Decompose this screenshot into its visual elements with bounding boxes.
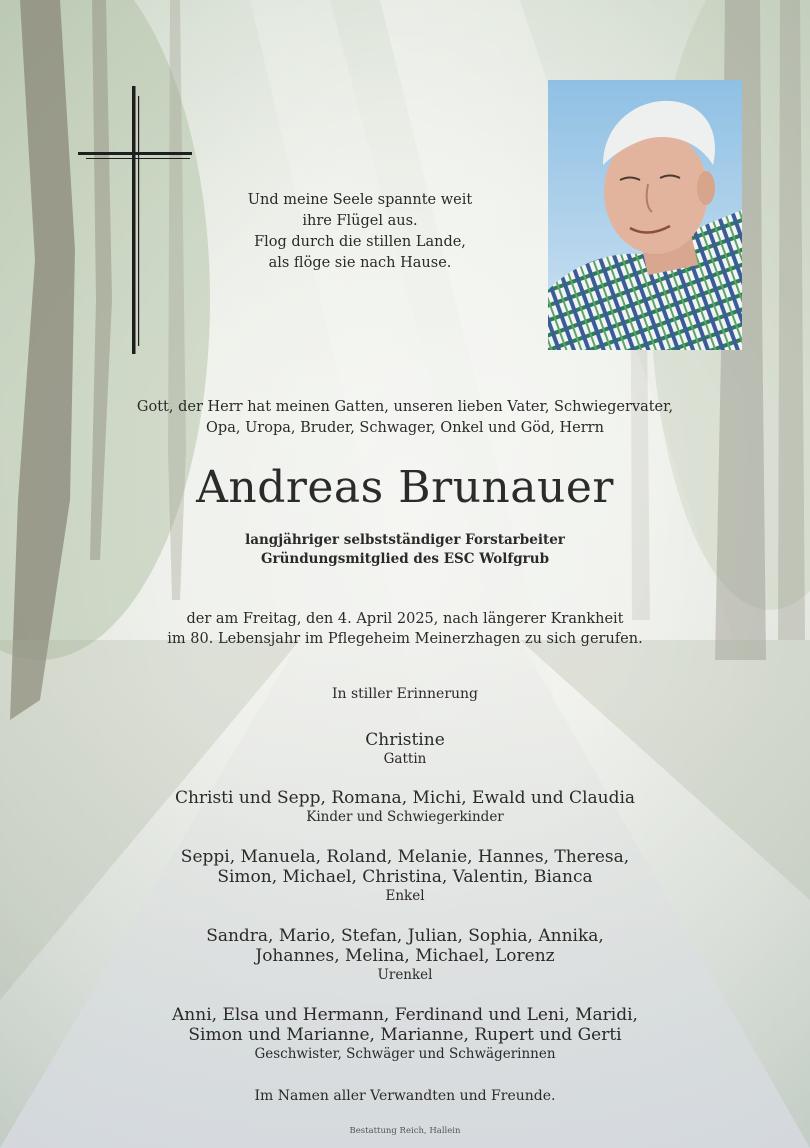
memorial-verse (200, 190, 520, 274)
death-notice (0, 609, 810, 649)
portrait-illustration (548, 80, 742, 350)
intro-line: Opa, Uropa, Bruder, Schwager, Onkel und Göd, Herrn (206, 420, 604, 436)
intro-text (0, 397, 810, 439)
funeral-home-credit: Bestattung Reich, Hallein (349, 1126, 461, 1136)
verse-line: Flog durch die stillen Lande, (254, 234, 466, 250)
mourner-names: Simon, Michael, Christina, Valentin, Bianca (217, 867, 593, 887)
role-line: langjähriger selbstständiger Forstarbeiter (245, 532, 565, 548)
mourner-names: Christine (365, 730, 445, 750)
death-line: der am Freitag, den 4. April 2025, nach längerer Krankheit (186, 611, 624, 627)
portrait-photo (548, 80, 742, 350)
verse-line: Und meine Seele spannte weit (247, 192, 473, 208)
mourner-relation: Gattin (383, 751, 427, 767)
mourner-group-children (0, 788, 810, 826)
verse-line: ihre Flügel aus. (302, 213, 418, 229)
mourner-group-siblings (0, 1005, 810, 1063)
closing-line: Im Namen aller Verwandten und Freunde. (254, 1088, 556, 1104)
mourner-relation: Kinder und Schwiegerkinder (306, 809, 504, 825)
mourner-names: Sandra, Mario, Stefan, Julian, Sophia, Annika, (206, 926, 604, 946)
mourner-relation: Geschwister, Schwäger und Schwägerinnen (254, 1046, 556, 1062)
memory-line: In stiller Erinnerung (331, 686, 479, 702)
mourner-names: Christi und Sepp, Romana, Michi, Ewald und Claudia (174, 788, 636, 808)
mourner-names: Anni, Elsa und Hermann, Ferdinand und Leni, Maridi, (172, 1005, 638, 1025)
latin-cross-icon (78, 86, 192, 354)
mourner-group-grandchildren (0, 847, 810, 905)
deceased-roles (0, 531, 810, 569)
intro-line: Gott, der Herr hat meinen Gatten, unseren lieben Vater, Schwiegervater, (136, 399, 674, 415)
role-line: Gründungsmitglied des ESC Wolfgrub (260, 551, 550, 567)
mourner-names: Simon und Marianne, Marianne, Rupert und Gerti (188, 1025, 622, 1045)
mourner-relation: Urenkel (377, 967, 433, 983)
verse-line: als flöge sie nach Hause. (268, 255, 452, 271)
mourner-relation: Enkel (385, 888, 425, 904)
mourner-group-spouse (0, 730, 810, 768)
mourner-names: Johannes, Melina, Michael, Lorenz (255, 946, 555, 966)
mourner-names: Seppi, Manuela, Roland, Melanie, Hannes, Theresa, (180, 847, 630, 867)
mourner-group-great-grandchildren (0, 926, 810, 984)
death-line: im 80. Lebensjahr im Pflegeheim Meinerzhagen zu sich gerufen. (167, 631, 643, 647)
deceased-name: Andreas Brunauer (196, 462, 614, 513)
